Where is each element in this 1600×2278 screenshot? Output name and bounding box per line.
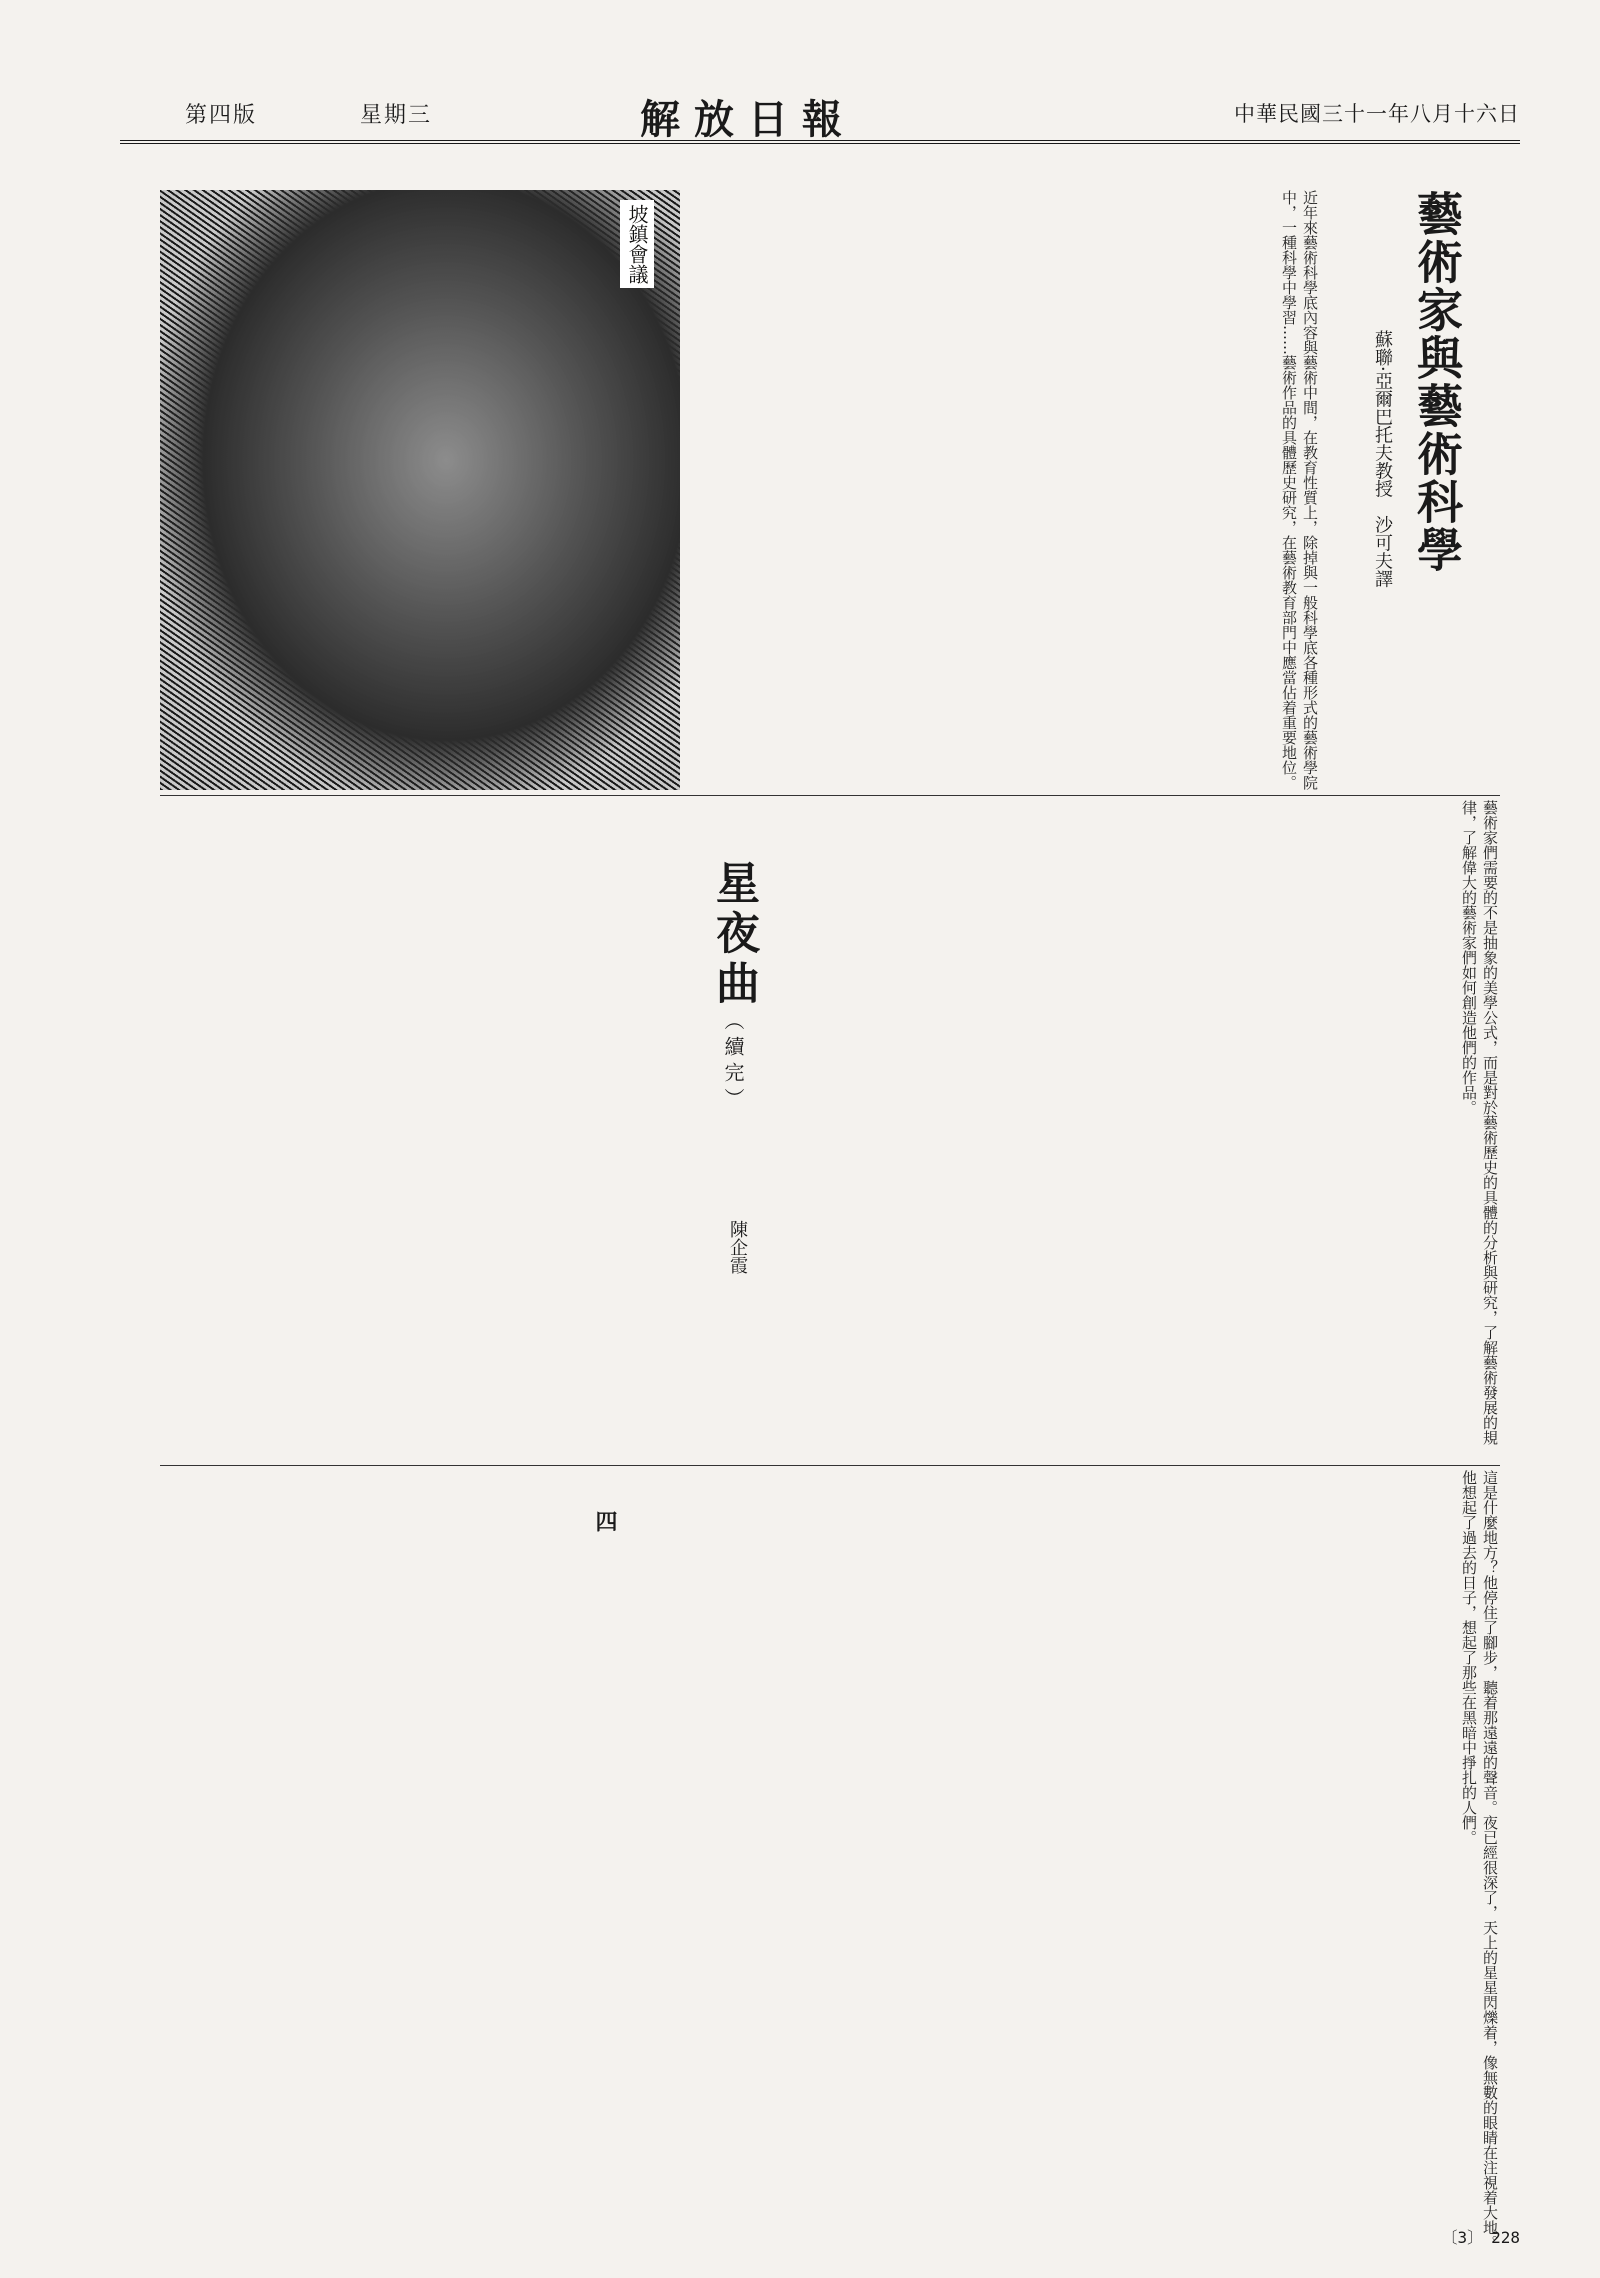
newspaper-title: 解放日報 (640, 96, 856, 143)
weekday-label: 星期三 (360, 103, 433, 128)
article-column: 近年來藝術科學底內容與藝術中間，在教育性質上，除掉與一般科學底各種形式的藝術學院中，一種科學中學習……藝術作品的具體歷史研究，在藝術教育部門中應當佔着重要地位。 (1280, 190, 1319, 790)
story-author: 陳企霞 (710, 1220, 750, 1274)
woodcut-illustration (160, 190, 680, 790)
illustration-caption: 坡鎮會議 (620, 200, 654, 288)
edition-label: 第四版 (185, 103, 258, 128)
story-subtitle: （續完） (721, 1010, 745, 1114)
section-number: 四 (585, 1510, 621, 1532)
page-folio: 〔3〕 228 (1441, 2228, 1520, 2247)
story-title-text: 星夜曲 (708, 860, 759, 1010)
article-title: 藝術家與藝術科學 (1410, 190, 1464, 574)
divider (160, 1465, 1500, 1466)
article-column: 藝術家們需要的不是抽象的美學公式，而是對於藝術歷史的具體的分析與研究，了解藝術發展的規律，了解偉大的藝術家們如何創造他們的作品。 (1460, 800, 1499, 1445)
masthead (120, 92, 1520, 144)
divider (160, 795, 1500, 796)
issue-date: 中華民國三十一年八月十六日 (1234, 102, 1520, 126)
article-byline: 蘇聯·亞爾巴托夫教授 沙可夫譯 (1372, 330, 1393, 588)
story-title (705, 860, 765, 1114)
story-column: 這是什麼地方？他停住了腳步，聽着那遠遠的聲音。夜已經很深了，天上的星星閃爍着，像無數的眼睛在注視着大地。他想起了過去的日子，想起了那些在黑暗中掙扎的人們。 (1460, 1470, 1499, 2250)
